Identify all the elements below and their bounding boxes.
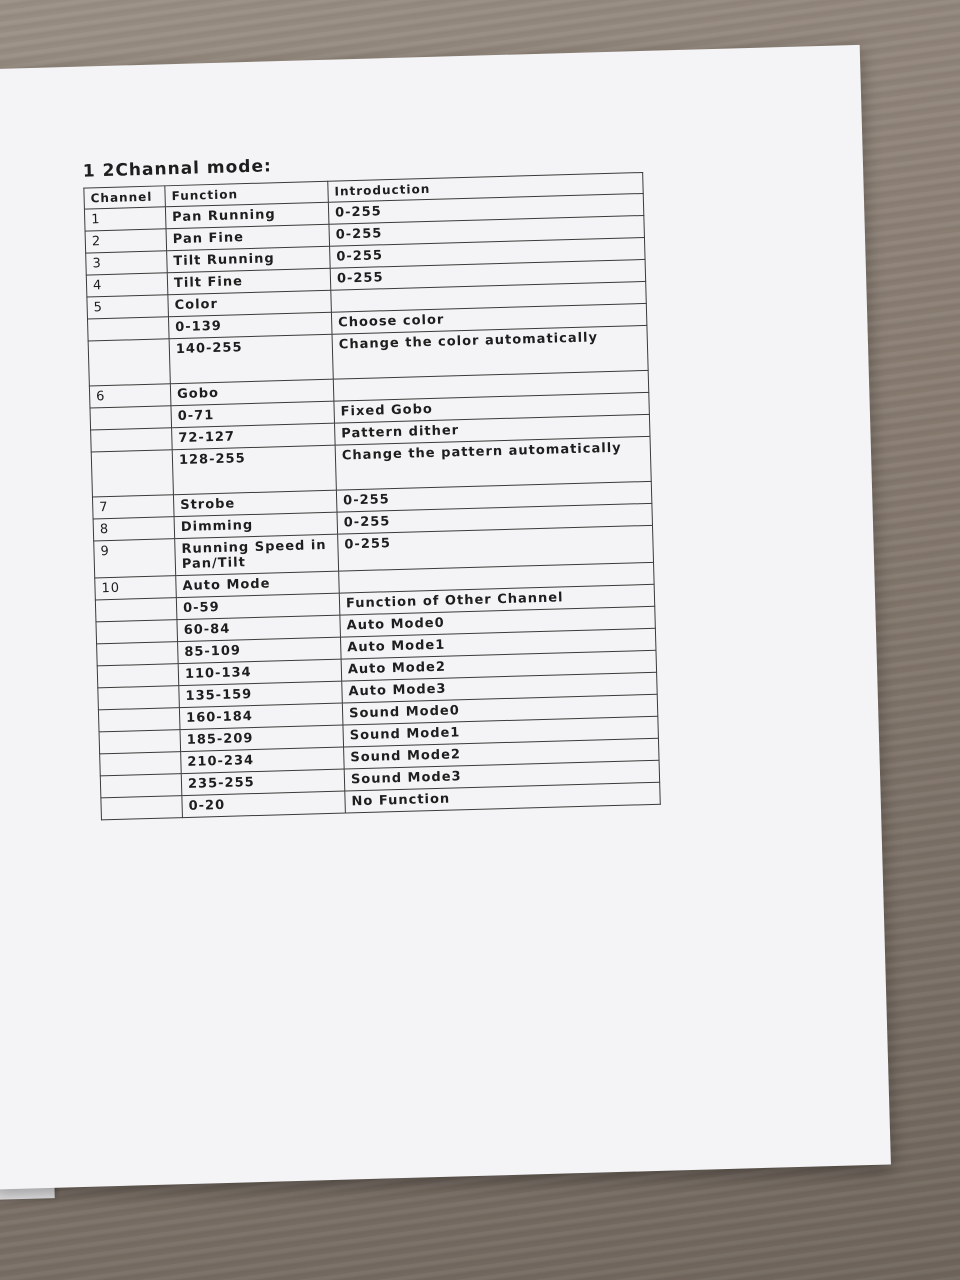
row-channel [88,317,170,341]
row-channel [90,406,172,430]
row-intro: Function of Other Channel [339,584,654,615]
header-introduction: Introduction [328,172,643,202]
row-intro: Auto Mode1 [340,628,655,659]
row-channel [95,598,177,622]
row-function: 0-20 [182,791,346,818]
row-channel: 10 [95,576,177,600]
row-function: 140-255 [169,334,333,384]
channel-table-section [83,146,661,820]
row-intro: Change the pattern automatically [335,436,651,490]
row-function: 72-127 [172,423,336,450]
row-function: Color [168,290,332,317]
row-channel [98,708,180,732]
row-channel: 2 [85,229,167,253]
row-function: 128-255 [172,445,336,495]
row-function: Pan Running [165,202,329,229]
header-channel: Channel [84,186,166,209]
row-function: Dimming [174,512,338,539]
row-intro: Fixed Gobo [334,392,649,423]
row-intro: No Function [345,782,660,813]
row-channel [101,796,183,820]
row-intro: 0-255 [330,237,645,268]
row-function: 0-71 [171,401,335,428]
row-channel: 7 [92,495,174,519]
row-function: 185-209 [180,725,344,752]
row-channel: 5 [87,295,169,319]
row-function: Tilt Fine [167,268,331,295]
row-channel: 6 [89,384,171,408]
row-function: Strobe [173,490,337,517]
row-channel [97,664,179,688]
row-intro: Auto Mode3 [342,672,657,703]
row-function: 235-255 [181,769,345,796]
row-function: 85-109 [178,637,342,664]
row-function: 135-159 [179,681,343,708]
row-intro: Change the color automatically [332,325,648,379]
row-intro: Sound Mode2 [344,738,659,769]
row-channel: 1 [84,207,166,231]
row-function: 210-234 [181,747,345,774]
row-intro: Sound Mode1 [343,716,658,747]
row-channel: 9 [94,539,176,578]
row-intro: 0-255 [330,259,645,290]
row-intro: Sound Mode3 [344,760,659,791]
row-function: 0-139 [168,312,332,339]
row-function: 110-134 [178,659,342,686]
row-intro: 0-255 [329,215,644,246]
row-channel [97,642,179,666]
row-channel [100,752,182,776]
row-function: 0-59 [176,593,340,620]
row-function: Tilt Running [167,246,331,273]
page-title: 1 2Channal mode: [82,156,273,182]
row-function: Auto Mode [176,571,340,598]
row-channel [91,450,173,497]
manual-page [0,45,891,1190]
row-channel [98,686,180,710]
channel-table [83,172,660,820]
row-channel: 8 [93,517,175,541]
row-channel [99,730,181,754]
row-intro: Pattern dither [335,414,650,445]
row-function: 60-84 [177,615,341,642]
row-intro: Sound Mode0 [342,694,657,725]
row-channel [88,339,170,386]
row-channel [96,620,178,644]
row-intro: 0-255 [337,503,652,534]
row-function: 160-184 [179,703,343,730]
row-intro: 0-255 [338,525,654,571]
row-intro: Auto Mode0 [340,606,655,637]
row-function: Running Speed in Pan/Tilt [175,534,339,576]
row-function: Pan Fine [166,224,330,251]
row-channel [100,774,182,798]
row-intro: Choose color [331,303,646,334]
row-intro: 0-255 [336,481,651,512]
header-function: Function [165,181,329,207]
row-channel [91,428,173,452]
row-intro: 0-255 [328,193,643,224]
row-channel: 3 [86,251,168,275]
row-channel: 4 [86,273,168,297]
row-function: Gobo [170,379,334,406]
row-intro: Auto Mode2 [341,650,656,681]
